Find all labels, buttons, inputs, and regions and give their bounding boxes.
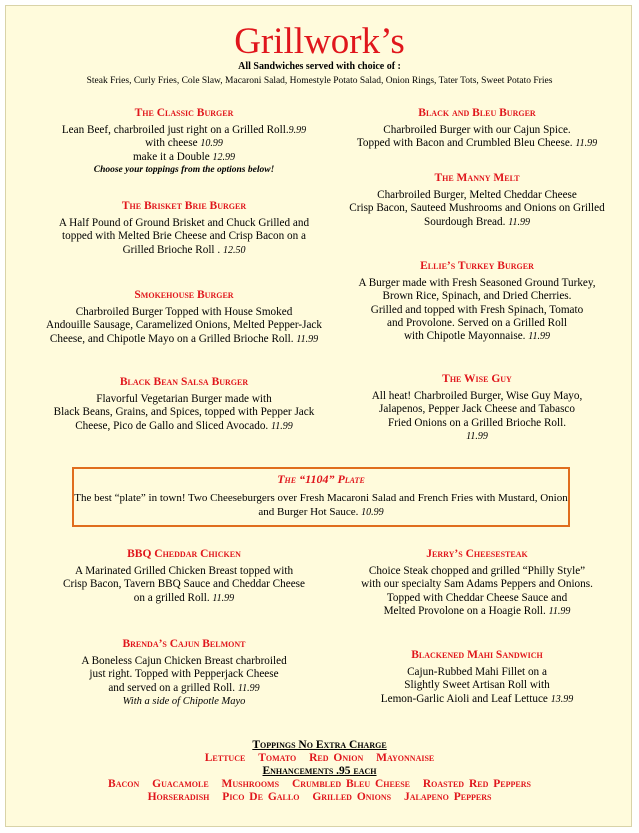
- item-description: All heat! Charbroiled Burger, Wise Guy Mayo, Jalapenos, Pepper Jack Cheese and Tabasco Fried Onions on a Grilled Brioche Roll. 11.99: [321, 390, 633, 443]
- item-classic-burger: [16, 106, 352, 177]
- item-description: A Half Pound of Ground Brisket and Chuck Grilled and topped with Melted Brie Cheese and Crisp Bacon on a Grilled Brioche Roll . 12.50: [58, 217, 310, 256]
- item-wise-guy: [321, 372, 633, 443]
- item-name: The Wise Guy: [442, 373, 512, 385]
- item-price: 10.99: [200, 138, 223, 150]
- item-jerrys-cheesesteak: [321, 547, 633, 618]
- item-bbq-cheddar-chicken: [16, 547, 352, 605]
- item-1104-plate: [72, 467, 570, 527]
- enhancements-header: Enhancements .95 each: [262, 765, 377, 777]
- item-name: The Manny Melt: [434, 172, 520, 184]
- topping-item: Lettuce: [204, 752, 246, 764]
- item-description: Lean Beef, charbroiled just right on a Grilled Roll.9.99 with cheese 10.99 make it a Double 12.99 Choose your toppings from the options below!: [16, 124, 352, 177]
- item-price: 11.99: [528, 331, 551, 343]
- topping-item: Tomato: [258, 752, 297, 764]
- item-name: The “1104” Plate: [277, 472, 365, 486]
- toppings-header: Toppings No Extra Charge: [252, 739, 387, 751]
- menu-page: [5, 5, 632, 827]
- item-description: Choice Steak chopped and grilled “Philly Style” with our specialty Sam Adams Peppers and Onions. Topped with Cheddar Cheese Sauce and Melted Provolone on a Hoagie Roll. 11.99: [361, 565, 593, 617]
- item-description: Cajun-Rubbed Mahi Fillet on a Slightly Sweet Artisan Roll with Lemon-Garlic Aioli and Leaf Lettuce 13.99: [380, 666, 574, 705]
- item-note: Choose your toppings from the options below!: [93, 164, 275, 175]
- item-name: Blackened Mahi Sandwich: [411, 649, 543, 661]
- item-price: 11.99: [237, 682, 260, 694]
- item-description: A Marinated Grilled Chicken Breast topped with Crisp Bacon, Tavern BBQ Sauce and Cheddar Cheese on a grilled Roll. 11.99: [63, 565, 305, 604]
- item-price: 11.99: [466, 430, 488, 442]
- item-blackened-mahi-sandwich: [321, 648, 633, 706]
- item-description: A Boneless Cajun Chicken Breast charbroiled just right. Topped with Pepperjack Cheese and served on a grilled Roll. 11.99 With a side of Chipotle Mayo: [16, 655, 352, 708]
- item-name: The Classic Burger: [134, 107, 234, 119]
- item-name: Black Bean Salsa Burger: [119, 376, 249, 388]
- item-price: 11.99: [548, 605, 571, 617]
- item-name: Brenda’s Cajun Belmont: [122, 638, 246, 650]
- item-price: 11.99: [575, 138, 598, 150]
- enhancement-item: Horseradish: [147, 791, 210, 803]
- enhancement-item: Grilled Onions: [312, 791, 392, 803]
- enhancement-item: Mushrooms: [221, 778, 280, 790]
- enhancement-item: Jalapeno Peppers: [403, 791, 492, 803]
- item-price: 10.99: [361, 507, 384, 518]
- enhancement-item: Bacon: [108, 778, 140, 790]
- item-name: Smokehouse Burger: [134, 289, 234, 301]
- item-black-bean-salsa-burger: [16, 375, 352, 433]
- item-brisket-brie-burger: [16, 199, 352, 257]
- item-black-and-bleu-burger: [321, 106, 633, 151]
- free-toppings-list: [6, 752, 633, 765]
- toppings-section: [6, 739, 633, 804]
- item-description: Charbroiled Burger with our Cajun Spice. Topped with Bacon and Crumbled Bleu Cheese. 11.99: [356, 124, 598, 150]
- item-price: 11.99: [508, 216, 530, 228]
- item-name: The Brisket Brie Burger: [121, 200, 247, 212]
- enhancement-item: Crumbled Bleu Cheese: [291, 778, 410, 790]
- sides-intro: All Sandwiches served with choice of :: [238, 61, 401, 72]
- enhancement-item: Roasted Red Peppers: [422, 778, 531, 790]
- item-description: Charbroiled Burger, Melted Cheddar Cheese Crisp Bacon, Sauteed Mushrooms and Onions on Grilled Sourdough Bread. 11.99: [349, 189, 605, 228]
- item-description: Charbroiled Burger Topped with House Smoked Andouille Sausage, Caramelized Onions, Melted Pepper-Jack Cheese, and Chipotle Mayo on a Grilled Brioche Roll. 11.99: [46, 306, 322, 345]
- item-name: Jerry’s Cheesesteak: [426, 548, 528, 560]
- enhancements-list-row2: [6, 791, 633, 804]
- item-brendas-cajun-belmont: [16, 637, 352, 708]
- item-manny-melt: [321, 171, 633, 229]
- item-name: Black and Bleu Burger: [418, 107, 536, 119]
- item-price: 11.99: [271, 420, 293, 432]
- item-price: 11.99: [212, 592, 235, 604]
- topping-item: Mayonnaise: [376, 752, 435, 764]
- item-description: The best “plate” in town! Two Cheeseburgers over Fresh Macaroni Salad and French Fries with Mustard, Onion and Burger Hot Sauce. 10.99: [74, 492, 568, 518]
- item-price: 12.99: [212, 151, 236, 163]
- enhancements-list-row1: [6, 778, 633, 791]
- item-name: BBQ Cheddar Chicken: [127, 548, 241, 560]
- enhancement-item: Guacamole: [152, 778, 209, 790]
- item-ellies-turkey-burger: [321, 259, 633, 343]
- item-price: 9.99: [288, 125, 307, 136]
- item-name: Ellie’s Turkey Burger: [420, 260, 534, 272]
- item-price: 13.99: [550, 693, 574, 705]
- item-smokehouse-burger: [16, 288, 352, 346]
- topping-item: Red Onion: [309, 752, 364, 764]
- item-description: A Burger made with Fresh Seasoned Ground Turkey, Brown Rice, Spinach, and Dried Cherries. Grilled and topped with Fresh Spinach, Tomato and Provolone. Served on a Grilled Roll with Chipotle Mayonnaise. 11.99: [358, 277, 596, 343]
- item-description: Flavorful Vegetarian Burger made with Black Beans, Grains, and Spices, topped with Pepper Jack Cheese, Pico de Gallo and Sliced Avocado. 11.99: [53, 393, 315, 432]
- item-price: 12.50: [222, 244, 246, 256]
- restaurant-title: Grillwork’s: [234, 21, 405, 62]
- item-note: With a side of Chipotle Mayo: [122, 695, 246, 707]
- item-price: 11.99: [296, 333, 319, 345]
- sides-list: Steak Fries, Curly Fries, Cole Slaw, Macaroni Salad, Homestyle Potato Salad, Onion Rings, Tater Tots, Sweet Potato Fries: [86, 76, 553, 86]
- enhancement-item: Pico De Gallo: [222, 791, 300, 803]
